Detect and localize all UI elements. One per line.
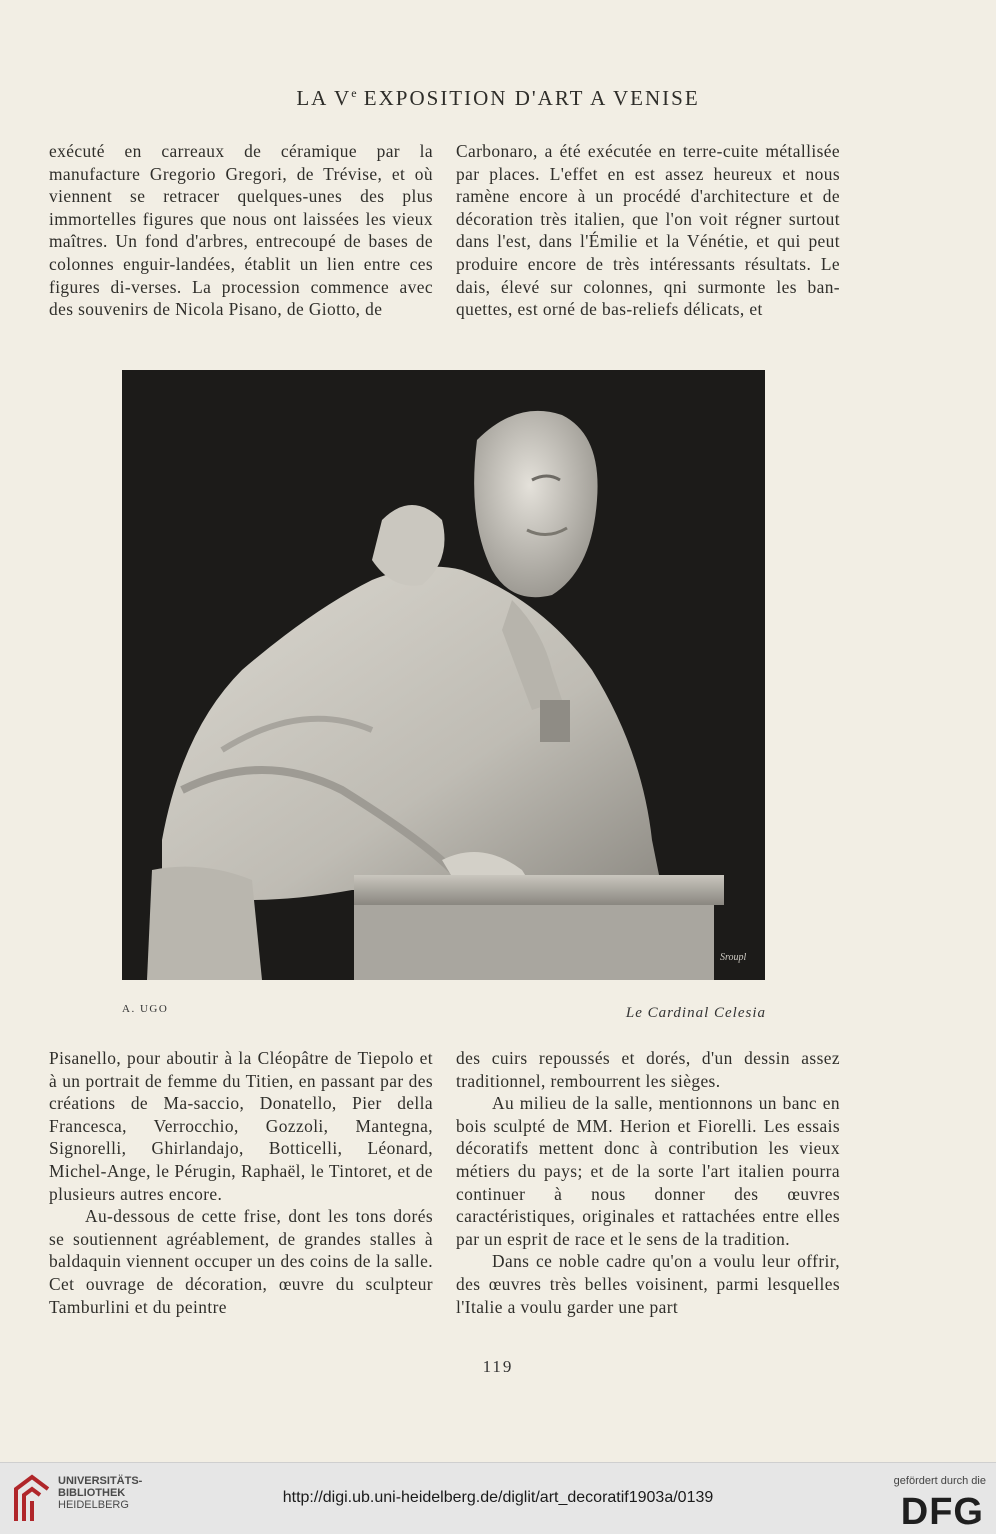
column-bottom-left: [49, 1047, 433, 1318]
plate-title: Le Cardinal Celesia: [625, 1005, 766, 1021]
paragraph: Dans ce noble cadre qu'on a voulu leur offrir, des œuvres très belles voisinent, parmi lesquelles l'Italie a voulu garder une part: [456, 1251, 840, 1317]
library-line2: BIBLIOTHEK: [58, 1487, 126, 1499]
paragraph: Pisanello, pour aboutir à la Cléopâtre de Tiepolo et à un portrait de femme du Titien, en passant par des créations de Ma-saccio, Donatello, Pier della Francesca, Verrocchio, Gozzoli, Mantegna, Signorelli, Ghirlandajo, Botticelli, Léonard, Michel-Ange, le Pérugin, Raphaël, le Tintoret, et de plusieurs autres encore.: [49, 1048, 433, 1204]
digitization-footer: [0, 1462, 996, 1534]
column-bottom-right: [456, 1047, 840, 1318]
svg-text:Sroupl: Sroupl: [720, 952, 747, 963]
permalink[interactable]: http://digi.ub.uni-heidelberg.de/diglit/art_decoratif1903a/0139: [282, 1489, 714, 1506]
paragraph: des cuirs repoussés et dorés, d'un dessin assez traditionnel, rembourrent les sièges.: [456, 1048, 840, 1091]
sculpture-photograph: [122, 370, 765, 980]
bust-illustration: [122, 370, 765, 980]
library-line1: UNIVERSITÄTS-: [58, 1475, 143, 1487]
title-part2: EXPOSITION D'ART A VENISE: [356, 86, 700, 110]
paragraph: Carbonaro, a été exécutée en terre-cuite métallisée par places. L'effet en est assez heureux et nous ramène encore à un procédé d'architecture et de décoration très italien, que l'on voit régner surtout dans l'est, dans l'Émilie et la Vénétie, et qui peut produire encore de très intéressants résultats. Le dais, élevé sur colonnes, qni surmonte les ban-quettes, est orné de bas-reliefs délicats, et: [456, 141, 840, 320]
column-top-right: [456, 140, 840, 321]
page-number: 119: [482, 1357, 514, 1376]
plate-artist: A. UGO: [122, 1003, 169, 1015]
paragraph: Au milieu de la salle, mentionnons un banc en bois sculpté de MM. Herion et Fiorelli. Les essais décoratifs mettent donc à contribution les vieux métiers du pays; et de la sorte l'art italien pourra continuer à nous donner des œuvres caractéristiques, originales et rattachées entre elles par un esprit de race et le sens de la tradition.: [456, 1093, 840, 1249]
title-part1: LA V: [296, 86, 352, 110]
paragraph: exécuté en carreaux de céramique par la manufacture Gregorio Gregori, de Trévise, et où viennent se retracer quelques-unes des plus immortelles figures que nous ont laissées les vieux maîtres. Un fond d'arbres, entrecoupé de bases de colonnes enguir-landées, établit un lien entre ces figures di-verses. La procession commence avec des souvenirs de Nicola Pisano, de Giotto, de: [49, 141, 433, 320]
library-line3: HEIDELBERG: [58, 1499, 129, 1511]
title-superscript: e: [351, 86, 357, 100]
dfg-logo: DFG: [900, 1491, 984, 1533]
column-top-left: [49, 140, 433, 321]
paragraph: Au-dessous de cette frise, dont les tons dorés se soutiennent agréablement, de grandes stalles à baldaquin viennent occuper un des coins de la salle. Cet ouvrage de décoration, œuvre du sculpteur Tamburlini et du peintre: [49, 1206, 433, 1317]
sponsor-note: gefördert durch die: [893, 1475, 986, 1487]
running-head: [0, 86, 996, 111]
